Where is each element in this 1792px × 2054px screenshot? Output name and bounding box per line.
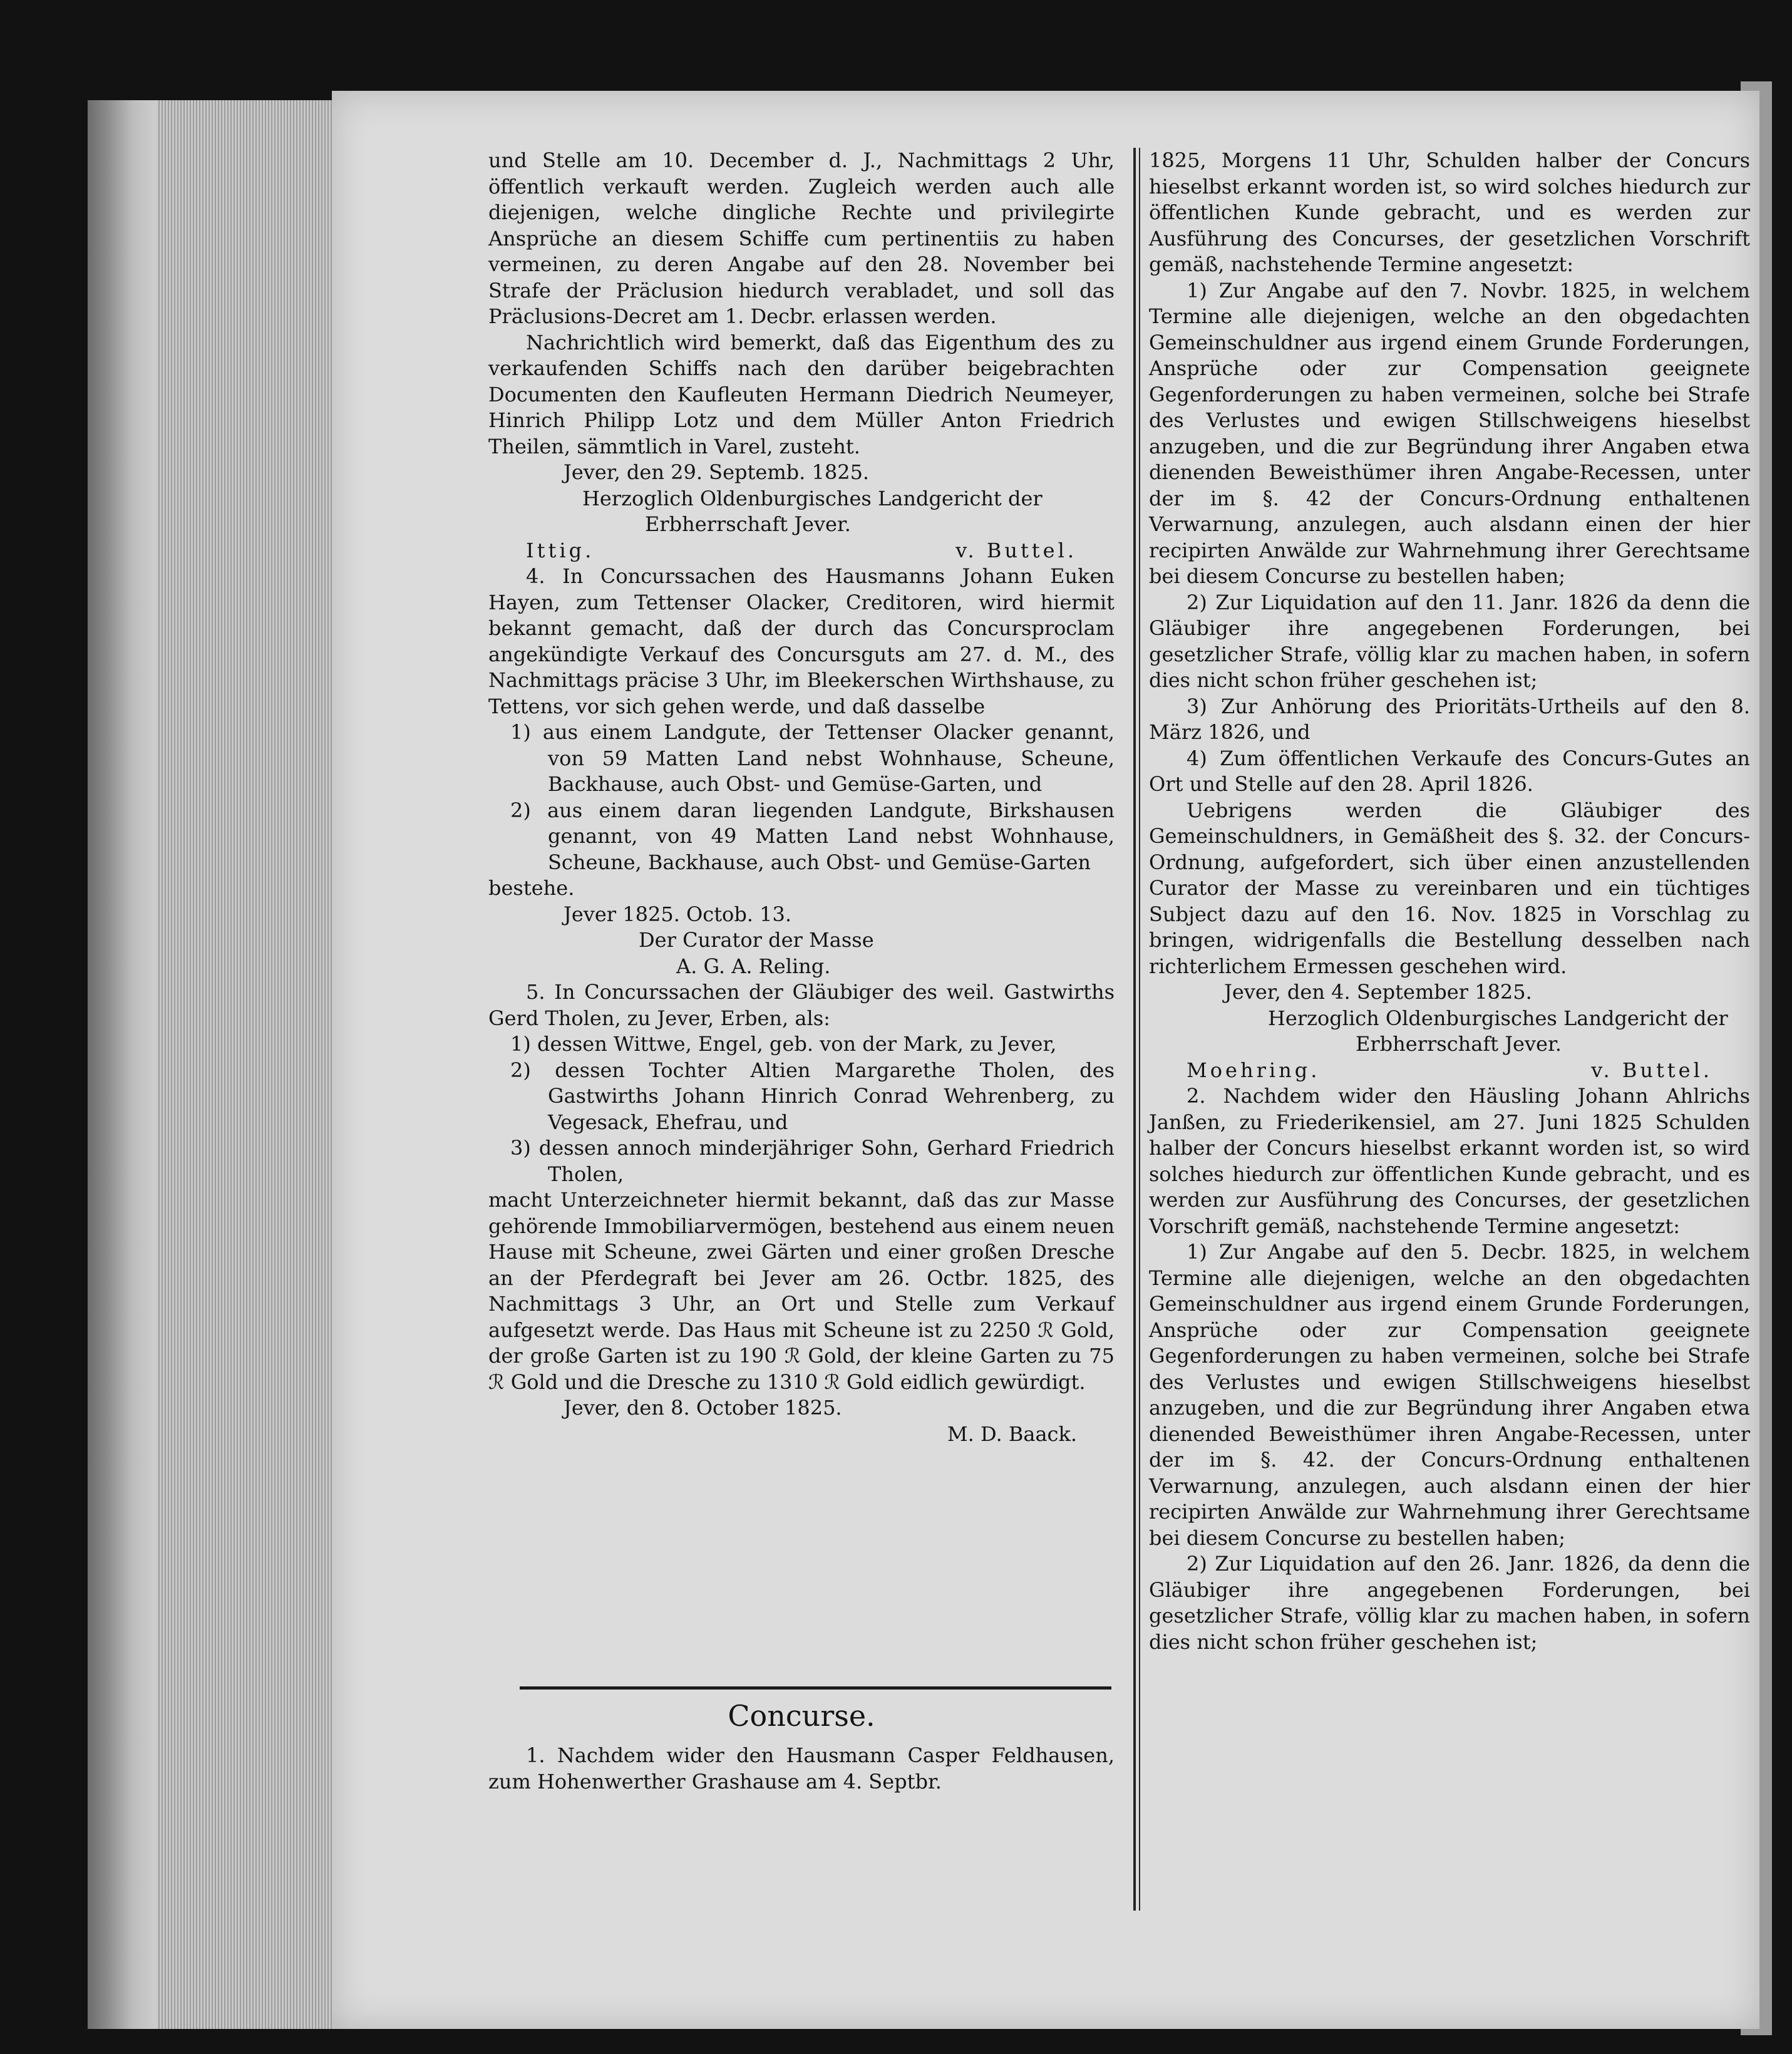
list-item: 2) aus einem daran liegenden Landgute, Birkshausen genannt, von 49 Matten Land nebst Wohnhause, Scheune, Backhause, auch Obst- und Gemüse-Garten — [510, 798, 1115, 874]
column-rule — [1133, 148, 1136, 1911]
court-name: Herzoglich Oldenburgisches Landgericht der — [582, 486, 1043, 510]
list-item: 2) Zur Liquidation auf den 11. Janr. 1826 da denn die Gläubiger ihre angegebenen Forderungen, bei gesetzlicher Strafe, völlig klar zu machen haben, in sofern dies nicht schon früher geschehen ist; — [1149, 590, 1750, 692]
paragraph: 1. Nachdem wider den Hausmann Casper Feldhausen, zum Hohenwerther Grashause am 4. Septbr. — [488, 1743, 1115, 1793]
list-item: 4) Zum öffentlichen Verkaufe des Concurs-Gutes an Ort und Stelle auf den 28. April 1826. — [1149, 746, 1750, 796]
signature: v. Buttel. — [955, 538, 1077, 562]
paragraph: 5. In Concurssachen der Gläubiger des weil. Gastwirths Gerd Tholen, zu Jever, Erben, als: — [488, 980, 1115, 1030]
section-heading: Concurse. — [728, 1699, 875, 1733]
signature: Moehring. — [1187, 1058, 1321, 1082]
paragraph: Nachrichtlich wird bemerkt, daß das Eigenthum des zu verkaufenden Schiffs nach den darüber beigebrachten Documenten den Kaufleuten Hermann Diedrich Neumeyer, Hinrich Philipp Lotz und dem Müller Anton Friedrich Theilen, sämmtlich in Varel, zusteht. — [488, 330, 1115, 458]
list-item: 3) Zur Anhörung des Prioritäts-Urtheils auf den 8. März 1826, und — [1149, 694, 1750, 744]
paragraph: 2. Nachdem wider den Häusling Johann Ahlrichs Janßen, zu Friederikensiel, am 27. Juni 1825 Schulden halber der Concurs hieselbst erkannt worden ist, so wird solches hiedurch zur öffentlichen Kunde gebracht, und es werden zur Ausführung des Concurses, der gesetzlichen Vorschrift gemäß, nachstehende Termine angesetzt: — [1149, 1084, 1750, 1238]
signature: Der Curator der Masse — [639, 928, 874, 952]
date-line: Jever, den 4. September 1825. — [1224, 980, 1532, 1004]
court-name: Erbherrschaft Jever. — [1356, 1032, 1562, 1056]
signature: A. G. A. Reling. — [676, 954, 831, 978]
court-name: Herzoglich Oldenburgisches Landgericht der — [1268, 1006, 1728, 1030]
paragraph: Uebrigens werden die Gläubiger des Gemeinschuldners, in Gemäßheit des §. 32. der Concurs-Ordnung, aufgefordert, sich über einen anzustellenden Curator der Masse zu vereinbaren und ein tüchtiges Subject dazu auf den 16. Nov. 1825 in Vorschlag zu bringen, widrigenfalls die Bestellung desselben nach richterlichem Ermessen geschehen wird. — [1149, 798, 1750, 978]
signature: Ittig. — [526, 538, 595, 562]
paragraph: 1825, Morgens 11 Uhr, Schulden halber der Concurs hieselbst erkannt worden ist, so wird solches hiedurch zur öffentlichen Kunde gebracht, und es werden zur Ausführung des Concurses, der gesetzlichen Vorschrift gemäß, nachstehende Termine angesetzt: — [1149, 148, 1750, 276]
court-name: Erbherrschaft Jever. — [645, 512, 851, 536]
signature-row — [1149, 1058, 1750, 1084]
list-item: 2) Zur Liquidation auf den 26. Janr. 1826, da denn die Gläubiger ihre angegebenen Forderungen, bei gesetzlicher Strafe, völlig klar zu machen haben, in sofern dies nicht schon früher geschehen ist; — [1149, 1552, 1750, 1654]
book-cover-edge — [88, 100, 163, 2029]
left-column — [488, 148, 1115, 1447]
paragraph: bestehe. — [488, 876, 575, 900]
list-item: 1) Zur Angabe auf den 7. Novbr. 1825, in welchem Termine alle diejenigen, welche an den obgedachten Gemeinschuldner aus irgend einem Grunde Forderungen, Ansprüche oder zur Compensation geeignete Gegenforderungen zu haben vermeinen, solche bei Strafe des Verlustes und ewigen Stillschweigens hieselbst anzugeben, und die zur Begründung ihrer Angaben etwa dienenden Beweisthümer ihren Angabe-Recessen, unter der im §. 42 der Concurs-Ordnung enthaltenen Verwarnung, anzulegen, auch alsdann einen der hier recipirten Anwälde zur Wahrnehmung ihrer Gerechtsame bei diesem Concurse zu bestellen haben; — [1149, 278, 1750, 588]
section-divider — [520, 1686, 1111, 1690]
list-item: 1) dessen Wittwe, Engel, geb. von der Mark, zu Jever, — [510, 1032, 1057, 1056]
paragraph: 4. In Concurssachen des Hausmanns Johann Euken Hayen, zum Tettenser Olacker, Creditoren, wird hiermit bekannt gemacht, daß der durch das Concursproclam angekündigte Verkauf des Concursguts am 27. d. M., des Nachmittags präcise 3 Uhr, im Bleekerschen Wirthshause, zu Tettens, vor sich gehen werde, und daß dasselbe — [488, 564, 1115, 718]
date-line: Jever, den 29. Septemb. 1825. — [564, 460, 870, 484]
signature: v. Buttel. — [1591, 1058, 1712, 1082]
right-column — [1149, 148, 1750, 1655]
date-line: Jever, den 8. October 1825. — [564, 1396, 842, 1420]
date-line: Jever 1825. Octob. 13. — [564, 902, 792, 926]
column-rule — [1139, 148, 1140, 1911]
signature: M. D. Baack. — [947, 1422, 1077, 1446]
left-column-continued — [488, 1743, 1115, 1795]
paragraph: und Stelle am 10. December d. J., Nachmittags 2 Uhr, öffentlich verkauft werden. Zugleich werden auch alle diejenigen, welche dingliche Rechte und privilegirte Ansprüche an diesem Schiffe cum pertinentiis zu haben vermeinen, zu deren Angabe auf den 28. November bei Strafe der Präclusion hiedurch verabladet, und soll das Präclusions-Decret am 1. Decbr. erlassen werden. — [488, 148, 1115, 328]
list-item: 1) aus einem Landgute, der Tettenser Olacker genannt, von 59 Matten Land nebst Wohnhause, Scheune, Backhause, auch Obst- und Gemüse-Garten, und — [510, 720, 1115, 796]
page-stack — [157, 100, 338, 2029]
signature-row — [488, 538, 1115, 564]
list-item: 2) dessen Tochter Altien Margarethe Tholen, des Gastwirths Johann Hinrich Conrad Wehrenberg, zu Vegesack, Ehefrau, und — [510, 1058, 1115, 1134]
paragraph: macht Unterzeichneter hiermit bekannt, daß das zur Masse gehörende Immobiliarvermögen, bestehend aus einem neuen Hause mit Scheune, zwei Gärten und einer großen Dresche an der Pferdegraft bei Jever am 26. Octbr. 1825, des Nachmittags 3 Uhr, an Ort und Stelle zum Verkauf aufgesetzt werde. Das Haus mit Scheune ist zu 2250 ℛ Gold, der große Garten ist zu 190 ℛ Gold, der kleine Garten zu 75 ℛ Gold und die Dresche zu 1310 ℛ Gold eidlich gewürdigt. — [488, 1188, 1115, 1394]
list-item: 1) Zur Angabe auf den 5. Decbr. 1825, in welchem Termine alle diejenigen, welche an den obgedachten Gemeinschuldner aus irgend einem Grunde Forderungen, Ansprüche oder zur Compensation geeignete Gegenforderungen zu haben vermeinen, solche bei Strafe des Verlustes und ewigen Stillschweigens hieselbst anzugeben, und die zur Begründung ihrer Angaben etwa dienended Beweisthümer ihren Angabe-Recessen, unter der im §. 42. der Concurs-Ordnung enthaltenen Verwarnung, anzulegen, auch alsdann einen der hier recipirten Anwälde zur Wahrnehmung ihrer Gerechtsame bei diesem Concurse zu bestellen haben; — [1149, 1240, 1750, 1550]
list-item: 3) dessen annoch minderjähriger Sohn, Gerhard Friedrich Tholen, — [510, 1136, 1115, 1186]
